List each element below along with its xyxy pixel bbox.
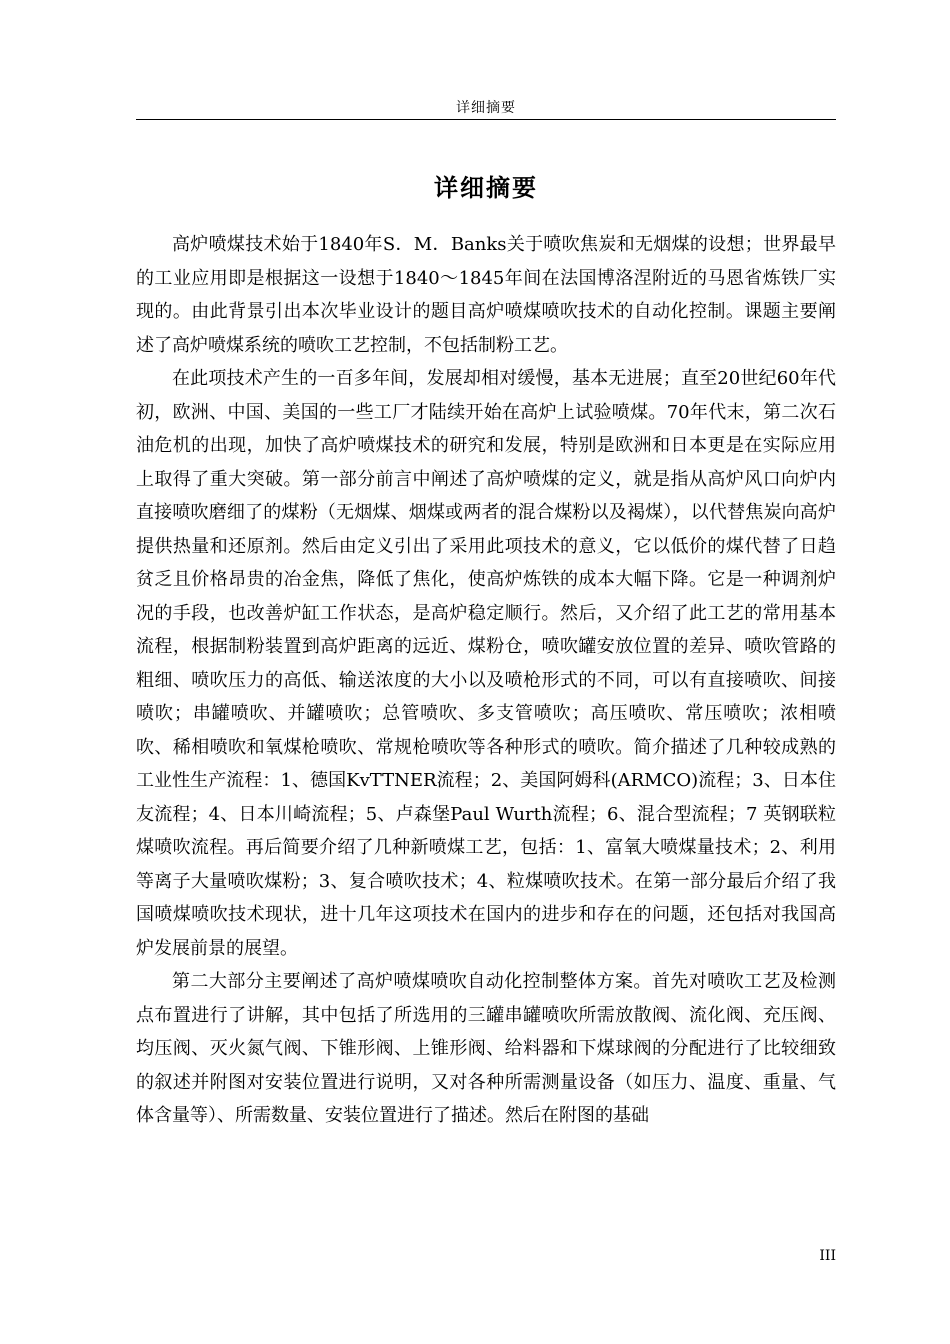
header-divider [136,119,836,120]
paragraph-1: 高炉喷煤技术始于1840年S．M．Banks关于喷吹焦炭和无烟煤的设想；世界最早的工业应用即是根据这一设想于1840～1845年间在法国博洛涅附近的马恩省炼铁厂实现的。由此背景引出本次毕业设计的题目高炉喷煤喷吹技术的自动化控制。课题主要阐述了高炉喷煤系统的喷吹工艺控制，不包括制粉工艺。 [136,234,836,356]
page-number: III [819,1248,836,1264]
paragraph-2: 在此项技术产生的一百多年间，发展却相对缓慢，基本无进展；直至20世纪60年代初，欧洲、中国、美国的一些工厂才陆续开始在高炉上试验喷煤。70年代末，第二次石油危机的出现，加快了高炉喷煤技术的研究和发展，特别是欧洲和日本更是在实际应用上取得了重大突破。第一部分前言中阐述了高炉喷煤的定义，就是指从高炉风口向炉内直接喷吹磨细了的煤粉（无烟煤、烟煤或两者的混合煤粉以及褐煤），以代替焦炭向高炉提供热量和还原剂。然后由定义引出了采用此项技术的意义，它以低价的煤代替了日趋贫乏且价格昂贵的冶金焦，降低了焦化，使高炉炼铁的成本大幅下降。它是一种调剂炉况的手段，也改善炉缸工作状态，是高炉稳定顺行。然后，又介绍了此工艺的常用基本流程，根据制粉装置到高炉距离的远近、煤粉仓，喷吹罐安放位置的差异、喷吹管路的粗细、喷吹压力的高低、输送浓度的大小以及喷枪形式的不同，可以有直接喷吹、间接喷吹；串罐喷吹、并罐喷吹；总管喷吹、多支管喷吹；高压喷吹、常压喷吹；浓相喷吹、稀相喷吹和氧煤枪喷吹、常规枪喷吹等各种形式的喷吹。简介描述了几种较成熟的工业性生产流程：1、德国KvTTNER流程；2、美国阿姆科(ARMCO)流程；3、日本住友流程；4、日本川崎流程；5、卢森堡Paul Wurth流程；6、混合型流程；7 英钢联粒煤喷吹流程。再后简要介绍了几种新喷煤工艺，包括：1、富氧大喷煤量技术；2、利用等离子大量喷吹煤粉；3、复合喷吹技术；4、粒煤喷吹技术。在第一部分最后介绍了我国喷煤喷吹技术现状，进十几年这项技术在国内的进步和存在的问题，还包括对我国高炉发展前景的展望。 [136,368,836,959]
document-title: 详细摘要 [434,174,538,202]
running-header: 详细摘要 [456,100,516,116]
body-text [136,228,836,1133]
paragraph-3: 第二大部分主要阐述了高炉喷煤喷吹自动化控制整体方案。首先对喷吹工艺及检测点布置进行了讲解，其中包括了所选用的三罐串罐喷吹所需放散阀、流化阀、充压阀、均压阀、灭火氮气阀、下锥形阀、上锥形阀、给料器和下煤球阀的分配进行了比较细致的叙述并附图对安装位置进行说明，又对各种所需测量设备（如压力、温度、重量、气体含量等）、所需数量、安装位置进行了描述。然后在附图的基础 [136,971,836,1126]
